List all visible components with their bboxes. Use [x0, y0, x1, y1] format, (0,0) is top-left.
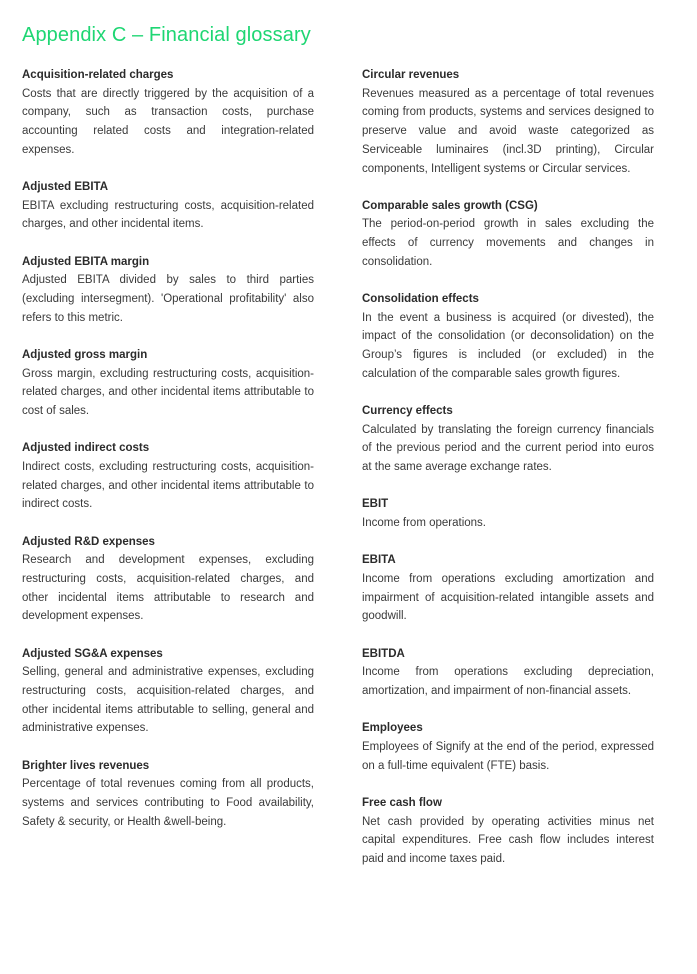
glossary-definition: In the event a business is acquired (or divested), the impact of the consolidation (or deconsolidation) on the Group’s figures is included (or excluded) in the calculation of the comparable sales growth figures.	[362, 311, 654, 380]
glossary-entry	[362, 290, 654, 384]
glossary-term: Acquisition-related charges	[22, 69, 174, 81]
glossary-term: Adjusted R&D expenses	[22, 535, 155, 548]
glossary-entry	[362, 719, 654, 775]
glossary-term: Adjusted EBITA margin	[22, 255, 150, 268]
glossary-entry	[362, 197, 654, 272]
glossary-entry	[22, 178, 314, 234]
glossary-entry	[362, 794, 654, 869]
glossary-entry	[22, 533, 314, 627]
glossary-entry	[22, 439, 314, 514]
glossary-entry	[22, 66, 314, 160]
glossary-definition: Selling, general and administrative expenses, excluding restructuring costs, acquisition-related charges, and other incidental items attributable to selling, general and administrative expenses.	[22, 666, 314, 735]
glossary-entry	[22, 645, 314, 739]
glossary-term: Adjusted indirect costs	[22, 442, 150, 455]
glossary-term: Currency effects	[362, 405, 453, 418]
glossary-entry	[22, 757, 314, 832]
glossary-left-column	[22, 66, 314, 850]
glossary-definition: Costs that are directly triggered by the acquisition of a company, such as transaction costs, purchase accounting related costs and integration-related expenses.	[22, 87, 314, 156]
glossary-entry	[362, 66, 654, 178]
glossary-term: Comparable sales growth (CSG)	[362, 199, 538, 212]
glossary-definition: Research and development expenses, excluding restructuring costs, acquisition-related charges, and other incidental items attributable to research and development expenses.	[22, 554, 314, 623]
glossary-entry	[362, 402, 654, 477]
glossary-definition: Indirect costs, excluding restructuring costs, acquisition-related charges, and other incidental items attributable to indirect costs.	[22, 460, 314, 511]
glossary-entry	[362, 551, 654, 626]
glossary-term: EBITDA	[362, 647, 405, 660]
glossary-term: Adjusted EBITA	[22, 181, 109, 194]
glossary-definition: Calculated by translating the foreign currency financials of the previous period and the current period into euros at the same average exchange rates.	[362, 423, 654, 474]
glossary-definition: Adjusted EBITA divided by sales to third parties (excluding intersegment). 'Operational profitability' also refers to this metric.	[22, 274, 314, 324]
glossary-term: Free cash flow	[362, 796, 442, 809]
glossary-definition: EBITA excluding restructuring costs, acquisition-related charges, and other incidental items.	[22, 199, 314, 231]
glossary-right-column	[362, 66, 654, 887]
glossary-term: EBIT	[362, 498, 389, 511]
glossary-term: EBITA	[362, 554, 396, 567]
glossary-term: Adjusted SG&A expenses	[22, 647, 163, 660]
glossary-term: Brighter lives revenues	[22, 759, 150, 772]
glossary-definition: Net cash provided by operating activities minus net capital expenditures. Free cash flow includes interest paid and income taxes paid.	[362, 815, 654, 865]
glossary-definition: The period-on-period growth in sales excluding the effects of currency movements and changes in consolidation.	[362, 218, 654, 268]
glossary-entry	[22, 253, 314, 328]
glossary-definition: Income from operations excluding depreciation, amortization, and impairment of non-financial assets.	[362, 666, 654, 697]
glossary-definition: Revenues measured as a percentage of total revenues coming from products, systems and services designed to preserve value and avoid waste categorized as Serviceable luminaires (incl.3D printing), Circular components, Intelligent systems or Circular services.	[362, 87, 654, 175]
glossary-entry	[362, 495, 654, 532]
glossary-term: Adjusted gross margin	[22, 348, 148, 361]
glossary-definition: Income from operations excluding amortization and impairment of acquisition-related intangible assets and goodwill.	[362, 572, 654, 623]
glossary-entry	[362, 645, 654, 701]
glossary-definition: Income from operations.	[362, 517, 487, 530]
glossary-term: Employees	[362, 722, 423, 735]
glossary-term: Circular revenues	[362, 69, 460, 81]
glossary-definition: Gross margin, excluding restructuring costs, acquisition-related charges, and other incidental items attributable to cost of sales.	[22, 367, 314, 418]
glossary-term: Consolidation effects	[362, 293, 479, 306]
glossary-definition: Employees of Signify at the end of the period, expressed on a full-time equivalent (FTE) basis.	[362, 740, 654, 772]
page-title: Appendix C – Financial glossary	[22, 24, 311, 46]
glossary-definition: Percentage of total revenues coming from all products, systems and services contributing to Food availability, Safety & security, or Health &well-being.	[22, 778, 314, 828]
glossary-entry	[22, 346, 314, 421]
